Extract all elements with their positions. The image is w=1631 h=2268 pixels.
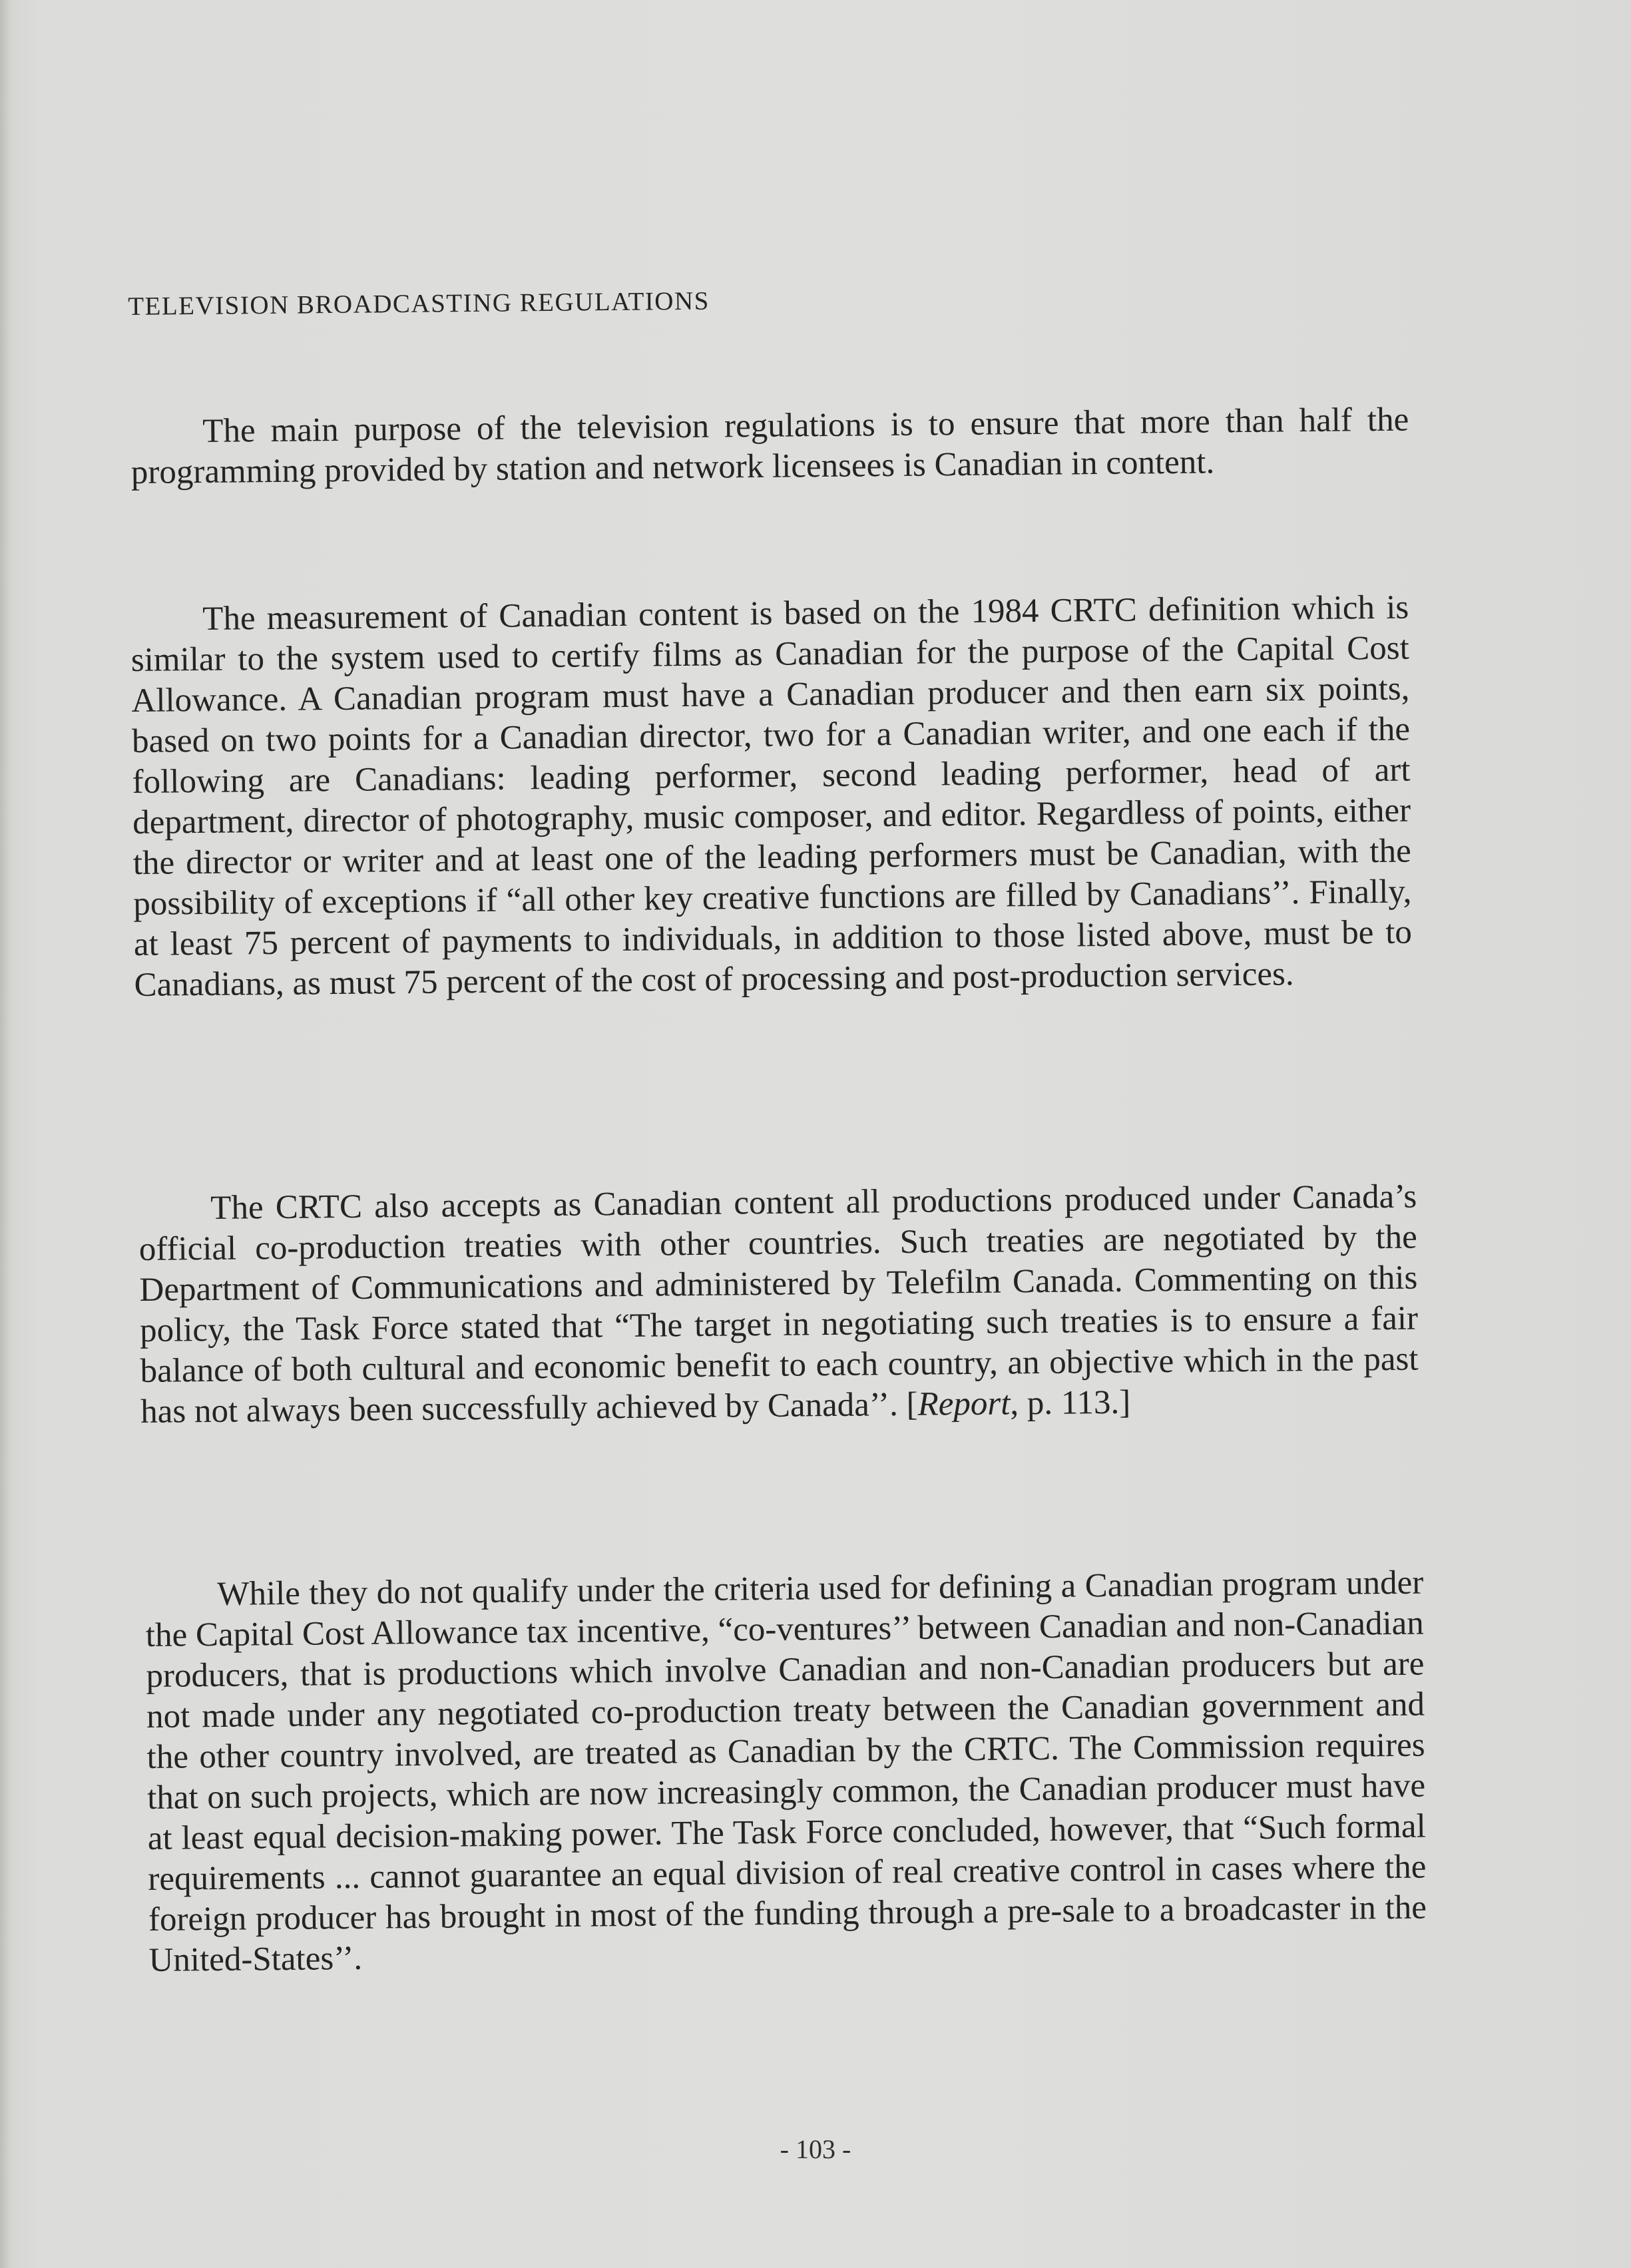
paragraph-indent [145,1605,217,1606]
paragraph-3-text: The CRTC also accepts as Canadian content all productions produced under Canada’s official co-production treaties with other countries. Such treaties are negotiated by the Department of Communications and administered by Telefilm Canada. Commenting on this policy, the Task Force stated that “The target in negotiating such treaties is to ensure a fair balance of both cultural and economic benefit to each country, an objective which in the past has not always been successfully achieved by Canada’’. [ [138,1178,1419,1431]
paragraph-2 [130,588,1413,1006]
paragraph-indent [130,442,202,443]
paragraph-4 [145,1563,1427,1981]
section-heading: TELEVISION BROADCASTING REGULATIONS [128,286,710,321]
paragraph-4-text: While they do not qualify under the criteria used for defining a Canadian program under the Capital Cost Allowance tax incentive, “co-ventures’’ between Canadian and non-Canadian producers, that is productions which involve Canadian and non-Canadian producers but are not made under any negotiated co-production treaty between the Canadian government and the other country involved, are treated as Canadian by the CRTC. The Commission requires that on such projects, which are now increasingly common, the Canadian producer must have at least equal decision-making power. The Task Force concluded, however, that “Such formal requirements ... cannot guarantee an equal division of real creative control in cases where the foreign producer has brought in most of the funding through a pre-sale to a broadcaster in the United-States’’. [145,1564,1427,1979]
page-number: - 103 - [780,2134,851,2164]
paragraph-indent [138,1219,210,1220]
report-citation: Report [917,1385,1011,1423]
paragraph-3-text-end: , p. 113.] [1010,1383,1131,1423]
paragraph-2-text: The measurement of Canadian content is based on the 1984 CRTC definition which is similar to the system used to certify films as Canadian for the purpose of the Capital Cost Allowance. A Canadian program must have a Canadian producer and then earn six points, based on two points for a Canadian director, two for a Canadian writer, and one each if the following are Canadians: leading performer, second leading performer, head of art department, director of photography, music composer, and editor. Regardless of points, either the director or writer and at least one of the leading performers must be Canadian, with the possibility of exceptions if “all other key creative functions are filled by Canadians’’. Finally, at least 75 percent of payments to individuals, in addition to those listed above, must be to Canadians, as must 75 percent of the cost of processing and post-production services. [130,588,1413,1004]
paragraph-3 [138,1177,1419,1433]
paragraph-1-text: The main purpose of the television regulations is to ensure that more than half the programming provided by station and network licensees is Canadian in content. [130,401,1409,491]
paragraph-1 [130,400,1409,493]
